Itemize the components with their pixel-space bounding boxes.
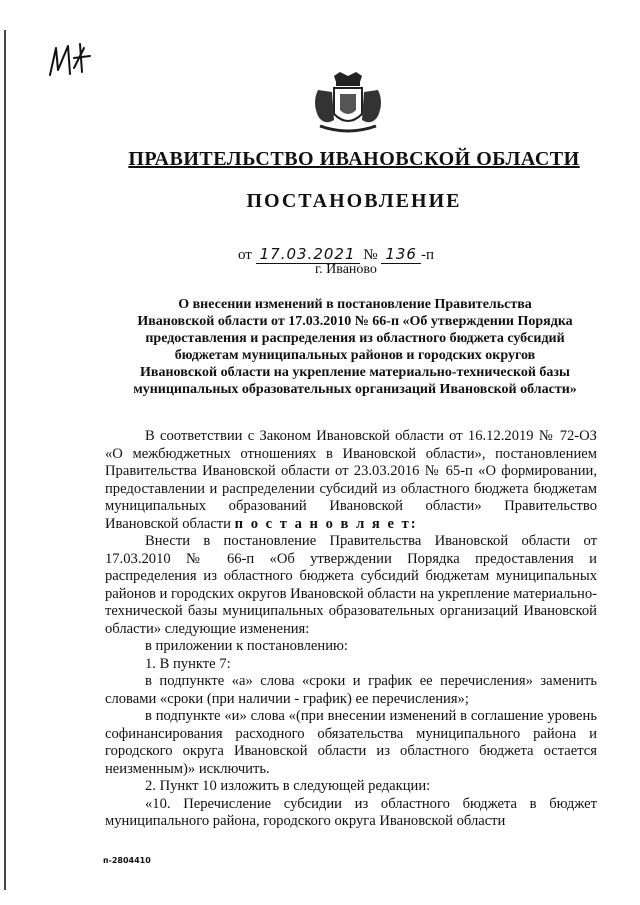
body-paragraph: 2. Пункт 10 изложить в следующей редакции:	[145, 778, 431, 794]
body-paragraph: Внести в постановление Правительства Ивановской области от 17.03.2010 № 66-п «Об утверждении Порядка предоставления и распределения из областного бюджета субсидий бюджетам муниципальных районов и городских округов Ивановской области на укрепление материально-технической базы муниципальных образовательных организаций Ивановской области» следующие изменения:	[105, 533, 597, 637]
handwritten-note	[44, 40, 114, 80]
decree-title	[110, 296, 600, 398]
body-paragraph: в подпункте «а» слова «сроки и график ее перечисления» заменить словами «сроки (при наличии - график) ее перечисления»;	[105, 673, 597, 707]
resolves-word: п о с т а н о в л я е т:	[234, 515, 418, 532]
decree-body	[105, 428, 597, 831]
document-code: п-2804410	[103, 856, 151, 865]
title-line: предоставления и распределения из областного бюджета субсидий	[145, 331, 565, 346]
coat-of-arms-emblem	[310, 70, 386, 138]
government-heading: ПРАВИТЕЛЬСТВО ИВАНОВСКОЙ ОБЛАСТИ	[128, 148, 580, 170]
body-paragraph: в подпункте «и» слова «(при внесении изменений в соглашение уровень софинансирования расходного обязательства муниципального района и городского округа Ивановской области из областного бюджета остается неизменным)» исключить.	[105, 708, 597, 777]
preamble-text: В соответствии с Законом Ивановской области от 16.12.2019 № 72-ОЗ «О межбюджетных отношениях в Ивановской области», постановлением Правительства Ивановской области от 23.03.2016 № 65-п «О формировании, предоставлении и распределении субсидий из областного бюджета бюджетам муниципальных образований Ивановской области» Правительство Ивановской области	[105, 428, 597, 532]
title-line: О внесении изменений в постановление Правительства	[178, 297, 532, 312]
preamble-paragraph	[105, 428, 597, 533]
title-line: Ивановской области на укрепление материально-технической базы	[140, 365, 570, 380]
document-type-heading: ПОСТАНОВЛЕНИЕ	[246, 190, 462, 212]
title-line: Ивановской области от 17.03.2010 № 66-п «Об утверждении Порядка	[137, 314, 573, 329]
body-paragraph: 1. В пункте 7:	[145, 655, 231, 672]
title-line: бюджетам муниципальных районов и городских округов	[174, 348, 536, 363]
scan-edge-line	[4, 30, 6, 890]
city-name: г. Иваново	[315, 262, 377, 277]
decree-date: 17.03.2021	[256, 245, 360, 264]
body-paragraph: «10. Перечисление субсидии из областного бюджета в бюджет муниципального района, городского округа Ивановской области	[105, 795, 597, 829]
from-label: от	[238, 247, 252, 263]
number-suffix: -п	[420, 247, 434, 263]
number-label: №	[363, 247, 378, 263]
decree-number: 136	[381, 245, 421, 264]
title-line: муниципальных образовательных организаций Ивановской области»	[133, 382, 577, 397]
body-paragraph: в приложении к постановлению:	[145, 638, 348, 654]
